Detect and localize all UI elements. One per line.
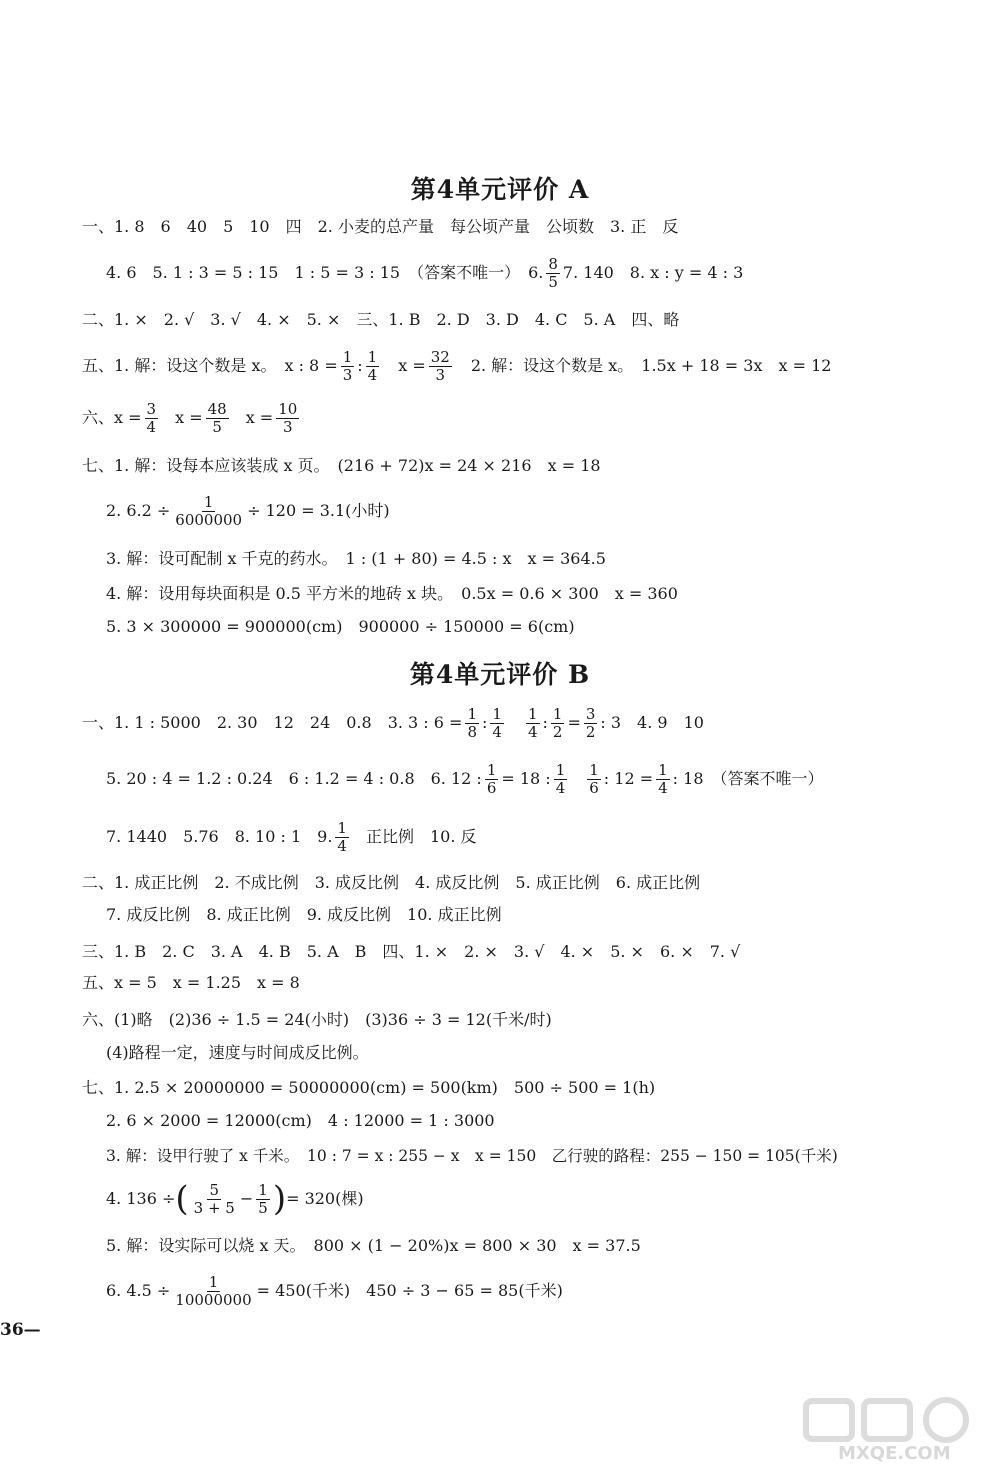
section-a-line-3: 二、1. × 2. √ 3. √ 4. × 5. × 三、1. B 2. D 3. D 4. C 5. A 四、略 (82, 310, 680, 329)
fraction (206, 401, 229, 436)
numerator: 1 (203, 492, 214, 511)
denominator: 4 (658, 778, 668, 797)
text: 五、1. 解：设这个数是 x。 x : 8 = (82, 356, 338, 375)
fraction (546, 256, 560, 291)
text: x = (245, 408, 274, 427)
section-b-line-12: 3. 解：设甲行驶了 x 千米。 10 : 7 = x : 255 − x x = 150 乙行驶的路程：255 − 150 = 105(千米) (106, 1147, 838, 1165)
text: x = (398, 356, 426, 375)
text: 4. 136 ÷ (106, 1189, 176, 1208)
denominator: 4 (555, 778, 566, 797)
denominator: 4 (492, 722, 502, 741)
section-a-line-8: 3. 解：设可配制 x 千克的药水。 1 : (1 + 80) = 4.5 : x x = 364.5 (106, 549, 606, 568)
fraction (554, 762, 568, 797)
denominator: 5 (212, 417, 222, 436)
text: = 450(千米) 450 ÷ 3 − 65 = 85(千米) (256, 1281, 563, 1300)
denominator: 6 (589, 778, 599, 797)
numerator: 1 (552, 704, 563, 723)
ratio-colon: : (542, 713, 548, 732)
section-b-line-11: 2. 6 × 2000 = 12000(cm) 4 : 12000 = 1 : 3000 (106, 1111, 495, 1130)
text: 六、x = (82, 408, 142, 427)
fraction (526, 706, 540, 741)
text: = 320(棵) (286, 1189, 364, 1208)
fraction (587, 762, 601, 797)
numerator: 1 (367, 347, 378, 366)
numerator: 1 (527, 704, 538, 723)
fraction (173, 494, 244, 529)
section-a-line-7 (106, 488, 390, 534)
section-b-line-6: 三、1. B 2. C 3. A 4. B 5. A B 四、1. × 2. × 3. √ 4. × 5. × 6. × 7. √ (82, 942, 741, 961)
denominator: 8 (467, 722, 478, 741)
fraction (173, 1274, 253, 1309)
numerator: 10 (278, 399, 298, 418)
denominator: 3 + 5 (193, 1198, 235, 1217)
denominator: 4 (367, 365, 378, 384)
watermark-glyphs (806, 1400, 966, 1440)
denominator: 5 (258, 1198, 268, 1217)
section-a-line-6: 七、1. 解：设每本应该装成 x 页。 (216 + 72)x = 24 × 216 x = 18 (82, 456, 601, 475)
text: : 18 （答案不唯一） (672, 769, 824, 788)
ratio-colon: : (482, 713, 488, 732)
section-b-line-5: 7. 成反比例 8. 成正比例 9. 成反比例 10. 成正比例 (106, 905, 502, 924)
numerator: 1 (492, 704, 502, 723)
text: 7. 1440 5.76 8. 10 : 1 9. (106, 827, 333, 846)
denominator: 3 (435, 365, 446, 384)
section-b-line-1 (82, 700, 704, 746)
right-paren: ) (272, 1179, 287, 1219)
ratio-colon: : (357, 356, 363, 375)
watermark-logo (798, 1395, 988, 1465)
text: : 3 4. 9 10 (600, 713, 704, 732)
numerator: 5 (209, 1180, 220, 1199)
numerator: 1 (258, 1180, 268, 1199)
numerator: 32 (430, 347, 450, 366)
numerator: 8 (548, 254, 558, 273)
numerator: 1 (467, 704, 478, 723)
section-a-title: 第4单元评价 A (410, 175, 590, 204)
text: 正比例 10. 反 (365, 827, 477, 846)
fraction (551, 706, 565, 741)
numerator: 48 (207, 399, 227, 418)
section-a-line-2 (106, 250, 743, 296)
section-b-line-13 (106, 1174, 364, 1224)
denominator: 2 (552, 722, 563, 741)
denominator: 3 (342, 365, 353, 384)
section-b-line-7: 五、x = 5 x = 1.25 x = 8 (82, 973, 300, 992)
fraction (335, 820, 349, 855)
denominator: 5 (548, 272, 558, 291)
parenthesized-expression (175, 1179, 287, 1219)
denominator: 3 (282, 417, 293, 436)
section-a-line-9: 4. 解：设用每块面积是 0.5 平方米的地砖 x 块。 0.5x = 0.6 × 300 x = 360 (106, 584, 678, 603)
section-b-line-10: 七、1. 2.5 × 20000000 = 50000000(cm) = 500(km) 500 ÷ 500 = 1(h) (82, 1078, 656, 1097)
fraction (341, 349, 355, 384)
numerator: 1 (208, 1272, 219, 1291)
section-b-title: 第4单元评价 B (409, 660, 591, 689)
text: 4. 6 5. 1 : 3 = 5 : 15 1 : 5 = 3 : 15 （答案不唯一） 6. (106, 263, 544, 282)
fraction (366, 349, 380, 384)
fraction (485, 762, 499, 797)
section-b-line-8: 六、(1)略 (2)36 ÷ 1.5 = 24(小时) (3)36 ÷ 3 = 12(千米/时) (82, 1010, 552, 1029)
section-a-line-1: 一、1. 8 6 40 5 10 四 2. 小麦的总产量 每公顷产量 公顷数 3. 正 反 (82, 217, 679, 236)
denominator: 6000000 (175, 510, 243, 529)
fraction (276, 401, 299, 436)
numerator: 1 (658, 760, 668, 779)
page-number: 36— (0, 1320, 41, 1340)
numerator: 1 (337, 818, 347, 837)
watermark-text: MXQE.COM (838, 1443, 951, 1464)
section-a-line-10: 5. 3 × 300000 = 900000(cm) 900000 ÷ 150000 = 6(cm) (106, 617, 575, 636)
section-b-line-3 (106, 814, 477, 860)
fraction (584, 706, 598, 741)
denominator: 4 (146, 417, 157, 436)
text: x = (175, 408, 203, 427)
fraction (429, 349, 452, 384)
numerator: 1 (342, 347, 353, 366)
section-b-line-4: 二、1. 成正比例 2. 不成比例 3. 成反比例 4. 成反比例 5. 成正比例 6. 成正比例 (82, 873, 701, 892)
denominator: 10000000 (175, 1290, 252, 1309)
left-paren: ( (175, 1179, 189, 1219)
numerator: 1 (486, 760, 497, 779)
text: 2. 6.2 ÷ (106, 501, 171, 520)
text: 2. 解：设这个数是 x。 1.5x + 18 = 3x x = 12 (470, 356, 832, 375)
fraction (145, 401, 159, 436)
text: : 12 = (603, 769, 654, 788)
text: 7. 140 8. x : y = 4 : 3 (562, 263, 744, 282)
text: 6. 4.5 ÷ (106, 1281, 171, 1300)
section-b-line-9: (4)路程一定，速度与时间成反比例。 (106, 1043, 369, 1062)
numerator: 1 (589, 760, 599, 779)
denominator: 4 (527, 722, 538, 741)
section-b-line-14: 5. 解：设实际可以烧 x 天。 800 × (1 − 20%)x = 800 × 30 x = 37.5 (106, 1236, 641, 1255)
text: = 18 : (501, 769, 551, 788)
fraction (192, 1182, 237, 1217)
numerator: 3 (146, 399, 157, 418)
section-a-line-4 (82, 343, 831, 389)
text: 一、1. 1 : 5000 2. 30 12 24 0.8 3. 3 : 6 = (82, 713, 463, 732)
text: 5. 20 : 4 = 1.2 : 0.24 6 : 1.2 = 4 : 0.8 6. 12 : (106, 769, 482, 788)
section-b-line-2 (106, 756, 824, 802)
denominator: 4 (337, 836, 347, 855)
text: ÷ 120 = 3.1(小时) (247, 501, 390, 520)
numerator: 3 (585, 704, 596, 723)
equals-sign: = (567, 713, 581, 732)
fraction (656, 762, 670, 797)
section-a-line-5 (82, 395, 302, 441)
minus-sign: − (239, 1189, 254, 1208)
denominator: 6 (486, 778, 497, 797)
numerator: 1 (555, 760, 566, 779)
section-b-line-15 (106, 1268, 563, 1314)
denominator: 2 (585, 722, 596, 741)
fraction (465, 706, 479, 741)
fraction (490, 706, 504, 741)
fraction (256, 1182, 270, 1217)
